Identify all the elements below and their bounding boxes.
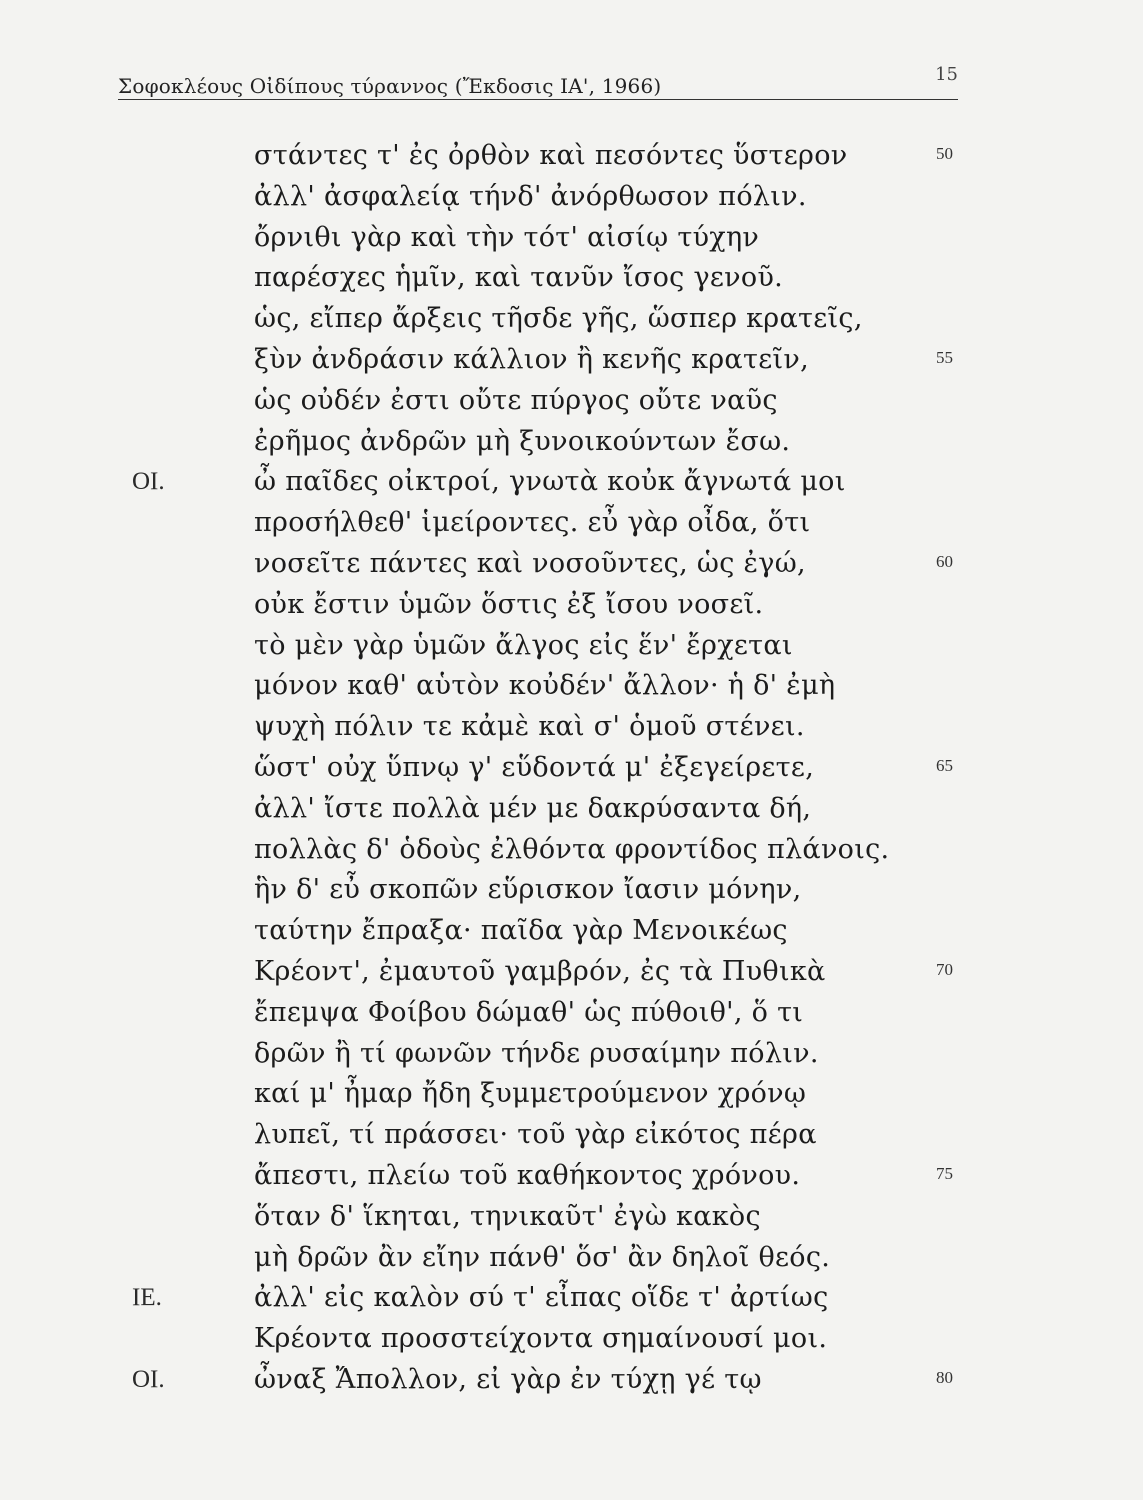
verse-text-line: ταύτην ἔπραξα· παῖδα γὰρ Μενοικέως: [254, 915, 788, 947]
verse-line: [0, 260, 1143, 301]
verse-line: [0, 1036, 1143, 1077]
speaker-label: ΙΕ.: [132, 1284, 162, 1312]
verse-line: [0, 301, 1143, 342]
page-number: 15: [935, 64, 958, 85]
line-number: 50: [936, 144, 953, 163]
header-rule: [118, 99, 958, 100]
verse-line: [0, 832, 1143, 873]
verse-line: [0, 1076, 1143, 1117]
verse-text-line: ἔπεμψα Φοίβου δώμαθ' ὡς πύθοιθ', ὅ τι: [254, 996, 804, 1028]
line-number: 60: [936, 551, 953, 571]
verse-line: [0, 383, 1143, 424]
verse-text-line: προσήλθεθ' ἱμείροντες. εὖ γὰρ οἶδα, ὅτι: [254, 507, 811, 539]
running-title: Σοφοκλέους Οἰδίπους τύραννος (Ἔκδοσις ΙΑ', 1966): [118, 74, 662, 98]
verse-line: [0, 913, 1143, 954]
verse-line: [0, 1280, 1143, 1321]
verse-text-line: νοσεῖτε πάντες καὶ νοσοῦντες, ὡς ἐγώ,: [254, 547, 806, 579]
line-number: 70: [936, 959, 953, 979]
verse-text-line: λυπεῖ, τί πράσσει· τοῦ γὰρ εἰκότος πέρα: [254, 1119, 817, 1151]
verse-line: [0, 1362, 1143, 1403]
verse-text-line: πολλὰς δ' ὁδοὺς ἐλθόντα φροντίδος πλάνοις.: [254, 833, 890, 865]
verse-line: [0, 668, 1143, 709]
verse-text-line: ὡς οὐδέν ἐστι οὔτε πύργος οὔτε ναῦς: [254, 384, 778, 416]
verse-text-line: στάντες τ' ἐς ὀρθὸν καὶ πεσόντες ὕστερον: [254, 140, 848, 171]
verse-text-line: ὦναξ Ἄπολλον, εἰ γὰρ ἐν τύχῃ γέ τῳ: [254, 1363, 762, 1395]
speaker-label: ΟΙ.: [132, 468, 165, 496]
verse-text-line: Κρέοντα προσστείχοντα σημαίνουσί μοι.: [254, 1323, 828, 1355]
verse-line: [0, 1158, 1143, 1199]
verse-text-line: ἄπεστι, πλείω τοῦ καθήκοντος χρόνου.: [254, 1159, 801, 1191]
verse-line: [0, 995, 1143, 1036]
verse-text-line: ψυχὴ πόλιν τε κἀμὲ καὶ σ' ὁμοῦ στένει.: [254, 711, 805, 743]
line-number: 65: [936, 755, 953, 775]
verse-text-line: μόνον καθ' αὑτὸν κοὐδέν' ἄλλον· ἡ δ' ἐμὴ: [254, 670, 836, 702]
verse-line: [0, 750, 1143, 791]
verse-line: [0, 138, 1143, 179]
verse-text-line: μὴ δρῶν ἂν εἴην πάνθ' ὅσ' ἂν δηλοῖ θεός.: [254, 1241, 831, 1273]
verse-text-line: οὐκ ἔστιν ὑμῶν ὅστις ἐξ ἴσου νοσεῖ.: [254, 588, 764, 620]
speaker-label: ΟΙ.: [132, 1365, 165, 1393]
verse-line: [0, 546, 1143, 587]
verse-text-line: ὡς, εἴπερ ἄρξεις τῆσδε γῆς, ὥσπερ κρατεῖς,: [254, 303, 863, 335]
verse-text-line: παρέσχες ἡμῖν, καὶ τανῦν ἴσος γενοῦ.: [254, 262, 784, 294]
verse-line: [0, 954, 1143, 995]
verse-text-line: καί μ' ἦμαρ ἤδη ξυμμετρούμενον χρόνῳ: [254, 1078, 807, 1110]
verse-line: [0, 872, 1143, 913]
line-number: 55: [936, 347, 953, 367]
running-header: [118, 60, 958, 100]
verse-text-line: ἐρῆμος ἀνδρῶν μὴ ξυνοικούντων ἔσω.: [254, 425, 791, 457]
verse-line: [0, 1117, 1143, 1158]
verse-text-line: τὸ μὲν γὰρ ὑμῶν ἄλγος εἰς ἕν' ἔρχεται: [254, 629, 793, 661]
verse-line: [0, 791, 1143, 832]
verse-text-line: ξὺν ἀνδράσιν κάλλιον ἢ κενῆς κρατεῖν,: [254, 343, 809, 375]
verse-line: [0, 1240, 1143, 1281]
verse-line: [0, 587, 1143, 628]
verse-line: [0, 179, 1143, 220]
verse-text-line: ὦ παῖδες οἰκτροί, γνωτὰ κοὐκ ἄγνωτά μοι: [254, 466, 846, 498]
verse-text-line: ἀλλ' ἀσφαλείᾳ τήνδ' ἀνόρθωσον πόλιν.: [254, 180, 807, 212]
verse-text-line: Κρέοντ', ἐμαυτοῦ γαμβρόν, ἐς τὰ Πυθικὰ: [254, 955, 826, 987]
verse-line: [0, 628, 1143, 669]
verse-line: [0, 220, 1143, 261]
verse-line: [0, 464, 1143, 505]
verse-line: [0, 342, 1143, 383]
verse-text-line: ἣν δ' εὖ σκοπῶν εὕρισκον ἴασιν μόνην,: [254, 874, 802, 906]
verse-line: [0, 709, 1143, 750]
verse-text-line: ὅταν δ' ἵκηται, τηνικαῦτ' ἐγὼ κακὸς: [254, 1200, 761, 1232]
verse-line: [0, 424, 1143, 465]
verse-text: [0, 138, 1143, 1403]
verse-text-line: ὄρνιθι γὰρ καὶ τὴν τότ' αἰσίῳ τύχην: [254, 221, 760, 253]
verse-text-line: ὥστ' οὐχ ὕπνῳ γ' εὕδοντά μ' ἐξεγείρετε,: [254, 751, 815, 783]
verse-text-line: ἀλλ' εἰς καλὸν σύ τ' εἶπας οἵδε τ' ἀρτίως: [254, 1282, 829, 1314]
verse-text-line: ἀλλ' ἴστε πολλὰ μέν με δακρύσαντα δή,: [254, 792, 812, 824]
verse-line: [0, 1321, 1143, 1362]
line-number: 80: [936, 1367, 953, 1387]
verse-line: [0, 1199, 1143, 1240]
verse-text-line: δρῶν ἢ τί φωνῶν τήνδε ρυσαίμην πόλιν.: [254, 1037, 819, 1069]
line-number: 75: [936, 1163, 953, 1183]
verse-line: [0, 505, 1143, 546]
